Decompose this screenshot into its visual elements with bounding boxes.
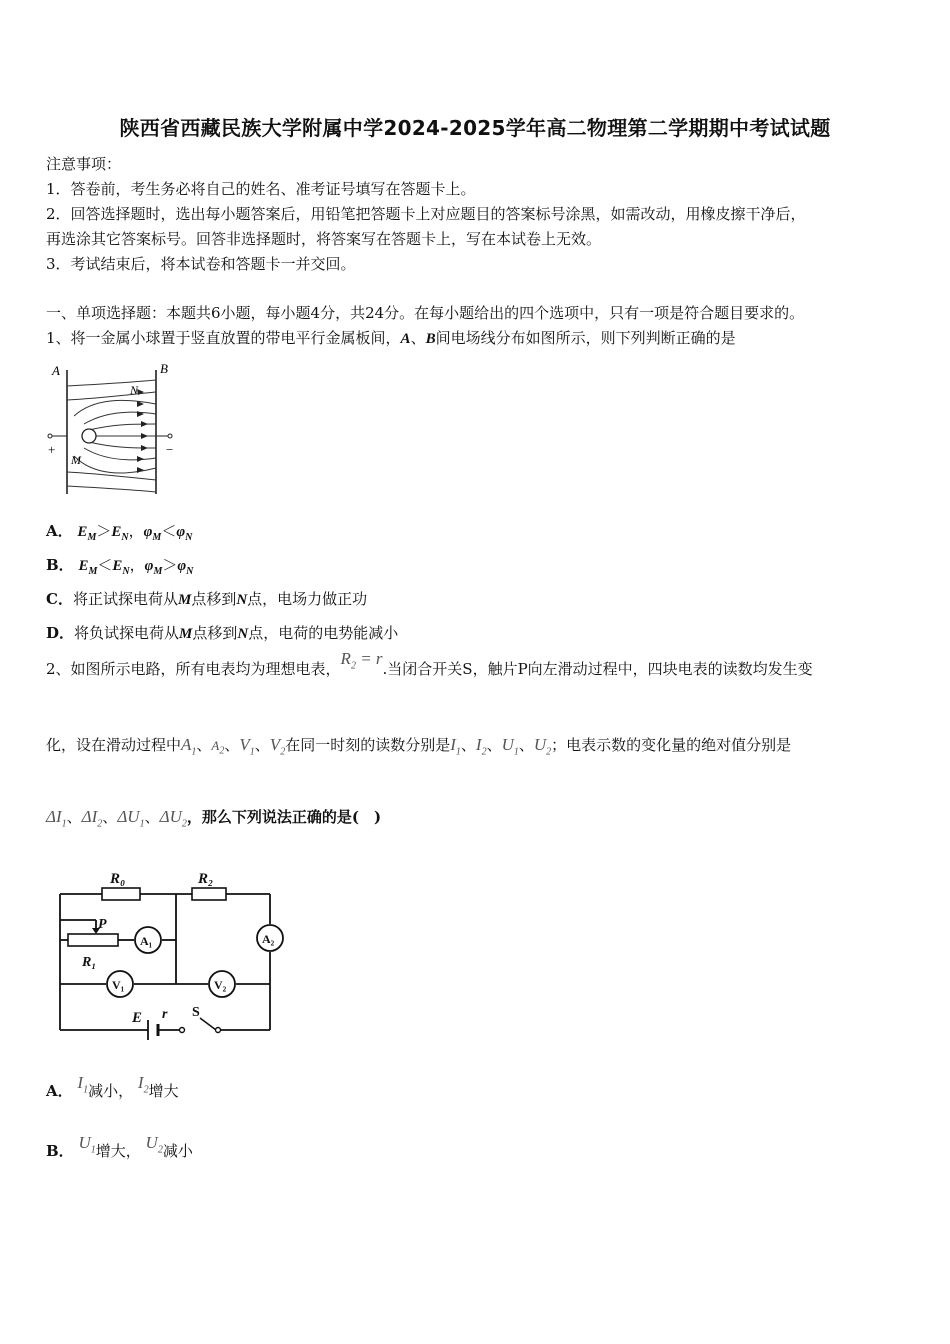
notice-item-3: 3．考试结束后，将本试卷和答题卡一并交回。 — [46, 255, 356, 273]
page-title: 陕西省西藏民族大学附属中学2024-2025学年高二物理第二学期期中考试试题 — [119, 116, 831, 140]
section-heading: 一、单项选择题：本题共6小题，每小题4分，共24分。在每小题给出的四个选项中，只有一项是符合题目要求的。 — [46, 304, 805, 322]
q2-option-b: B． $U_1$增大， $U_2$减小 — [46, 1133, 193, 1160]
notice-heading: 注意事项： — [46, 155, 122, 173]
label-n: N — [130, 383, 139, 397]
label-r: r — [162, 1007, 168, 1022]
label-minus: − — [166, 442, 174, 457]
metal-ball — [82, 429, 96, 443]
circuit-figure — [52, 866, 292, 1046]
label-m: M — [71, 453, 81, 467]
question-2-line-2: 化，设在滑动过程中$A_1$、$A_2$、$V_1$、$V_2$在同一时刻的读数分别是$I_1$、$I_2$、$U_1$、$U_2$；电表示数的变化量的绝对值分别是 — [46, 735, 792, 758]
label-e: E — [132, 1010, 143, 1026]
label-a1: A₁ — [140, 934, 153, 948]
notice-item-2: 2．回答选择题时，选出每小题答案后，用铅笔把答题卡上对应题目的答案标号涂黑，如需改动，用橡皮擦干净后， — [46, 205, 806, 223]
question-1-stem: 1、将一金属小球置于竖直放置的带电平行金属板间，A、B间电场线分布如图所示，则下列判断正确的是 — [46, 329, 736, 347]
notice-item-2-cont: 再选涂其它答案标号。回答非选择题时，将答案写在答题卡上，写在本试卷上无效。 — [46, 230, 602, 248]
resistor-r2 — [192, 888, 226, 900]
label-r2: R₂ — [198, 871, 214, 887]
q1-option-a: A． $E_M>E_N$，$\varphi_M<\varphi_N$ — [46, 522, 193, 543]
rheostat-r1 — [68, 934, 118, 946]
label-plus: + — [48, 442, 56, 457]
question-2-line-3: $\Delta I_1$、$\Delta I_2$、$\Delta U_1$、$\Delta U_2$，那么下列说法正确的是( ) — [46, 807, 382, 830]
label-a2: A₂ — [262, 932, 275, 946]
q1-option-c: C．将正试探电荷从M点移到N点，电场力做正功 — [46, 590, 368, 608]
label-b: B — [160, 361, 168, 376]
label-r1: R₁ — [82, 955, 97, 970]
q1-option-d: D．将负试探电荷从M点移到N点，电荷的电势能减小 — [46, 624, 399, 642]
label-r0: R₀ — [110, 871, 126, 887]
label-v1: V₁ — [112, 978, 125, 992]
q2-option-a: A． $I_1$减小， $I_2$增大 — [46, 1073, 179, 1100]
field-lines-figure — [44, 358, 184, 500]
label-p: P — [98, 917, 107, 932]
label-v2: V₂ — [214, 978, 227, 992]
resistor-r0 — [102, 888, 140, 900]
label-s: S — [192, 1005, 200, 1020]
label-a: A — [52, 363, 60, 378]
question-2-line-1: 2、如图所示电路，所有电表均为理想电表，$R_2 = r$.当闭合开关S，触片P向左滑动过程中，四块电表的读数均发生变 — [46, 649, 813, 678]
q1-option-b: B． $E_M<E_N$，$\varphi_M>\varphi_N$ — [46, 556, 194, 577]
notice-item-1: 1．答卷前，考生务必将自己的姓名、准考证号填写在答题卡上。 — [46, 180, 476, 198]
